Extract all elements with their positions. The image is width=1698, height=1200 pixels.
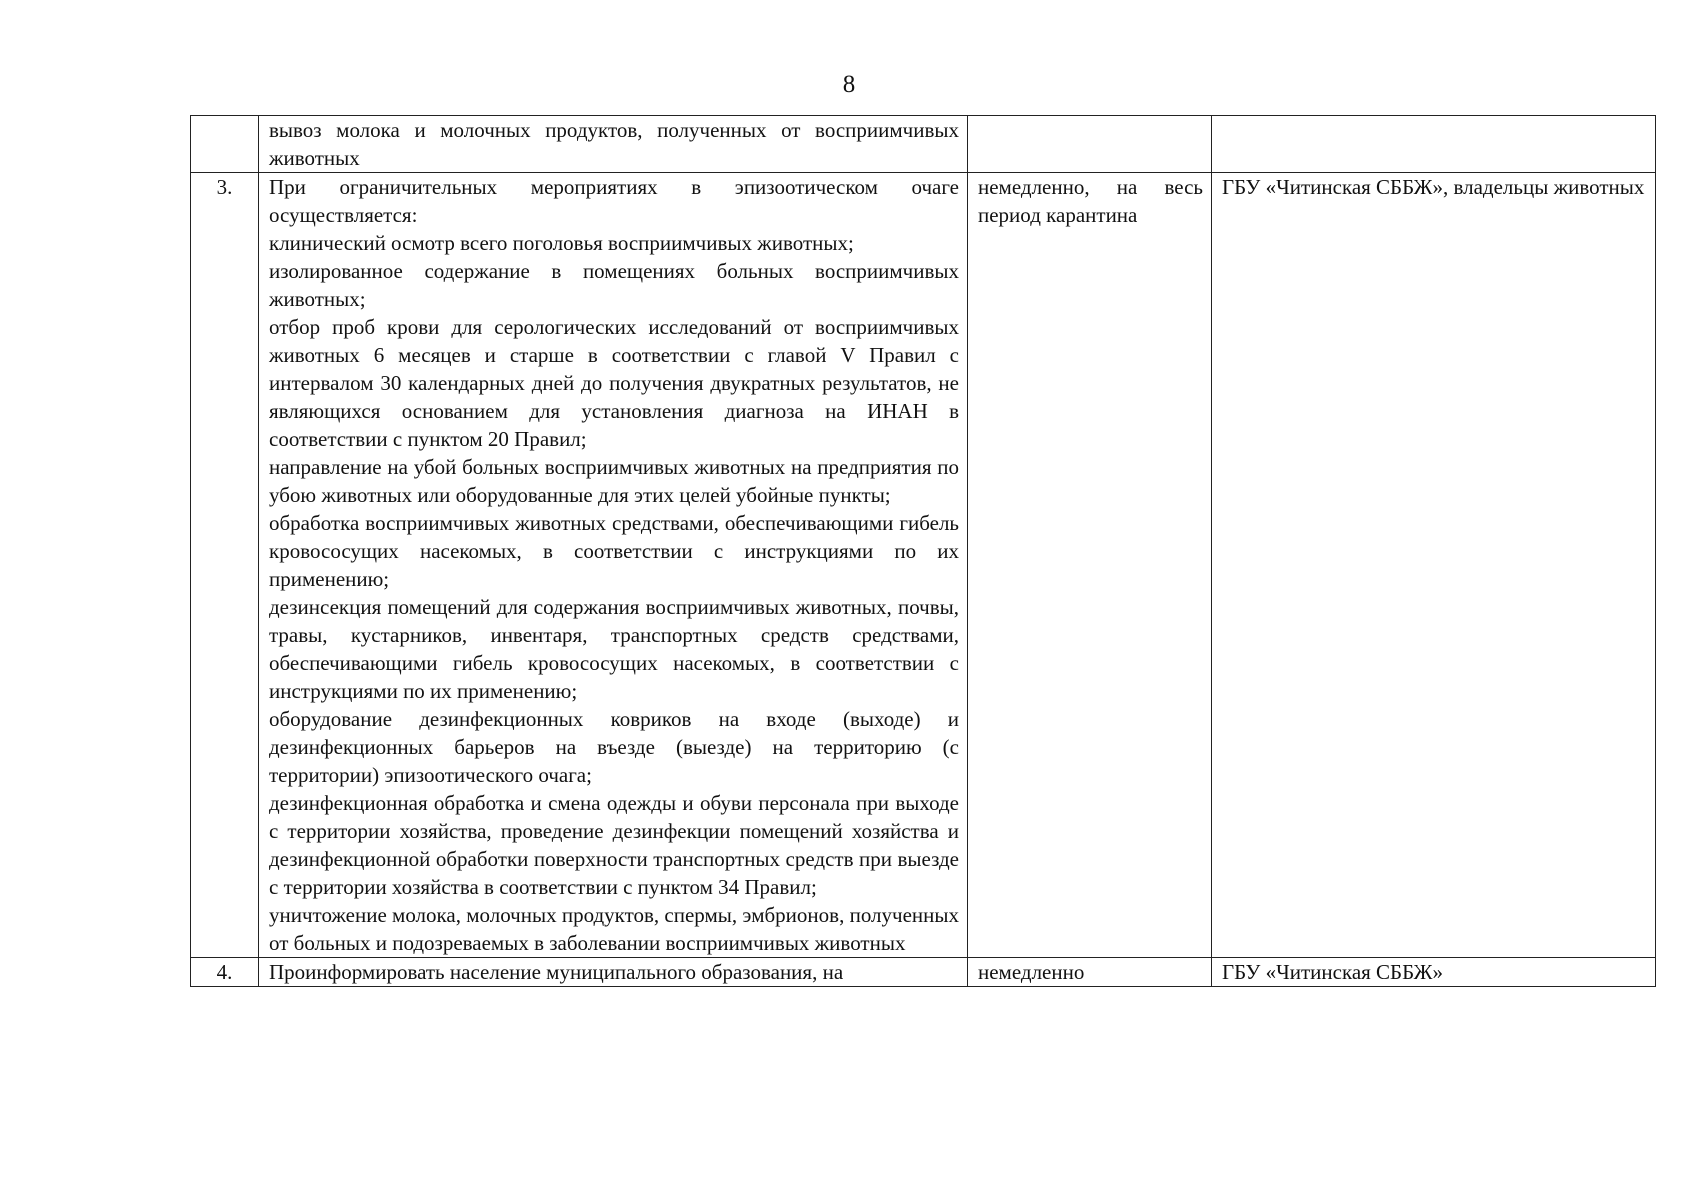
measure-text: обработка восприимчивых животных средствами, обеспечивающими гибель кровососущих насекомых, в соответствии с инструкциями по их применению;: [269, 511, 959, 591]
measure-text: При ограничительных мероприятиях в эпизоотическом очаге осуществляется:: [269, 175, 959, 227]
measure-text: направление на убой больных восприимчивых животных на предприятия по убою животных или оборудованные для этих целей убойные пункты;: [269, 455, 959, 507]
responsible-cell: [1212, 116, 1656, 173]
measure-text: дезинсекция помещений для содержания восприимчивых животных, почвы, травы, кустарников, инвентаря, транспортных средств средствами, обеспечивающими гибель кровососущих насекомых, в соответствии с инструкциями по их применению;: [269, 595, 959, 703]
term-cell: немедленно, на весь период карантина: [968, 173, 1212, 958]
measure-text: клинический осмотр всего поголовья восприимчивых животных;: [269, 231, 854, 255]
table-row: [191, 958, 1656, 987]
measure-text: уничтожение молока, молочных продуктов, спермы, эмбрионов, полученных от больных и подозреваемых в заболевании восприимчивых животных: [269, 903, 959, 955]
measures-table: [190, 115, 1656, 987]
measure-text: отбор проб крови для серологических исследований от восприимчивых животных 6 месяцев и старше в соответствии с главой V Правил с интервалом 30 календарных дней до получения двукратных результатов, не являющихся основанием для установления диагноза на ИНАН в соответствии с пунктом 20 Правил;: [269, 315, 959, 451]
table-row: [191, 116, 1656, 173]
responsible-cell: ГБУ «Читинская СББЖ», владельцы животных: [1212, 173, 1656, 958]
measure-text: дезинфекционная обработка и смена одежды и обуви персонала при выходе с территории хозяйства, проведение дезинфекции помещений хозяйства и дезинфекционной обработки поверхности транспортных средств при выезде с территории хозяйства в соответствии с пунктом 34 Правил;: [269, 791, 959, 899]
measure-text: вывоз молока и молочных продуктов, полученных от восприимчивых животных: [269, 118, 959, 170]
measure-cell: [259, 116, 968, 173]
table-row: [191, 173, 1656, 958]
page-number: 8: [842, 71, 856, 98]
row-number: 4.: [191, 958, 259, 987]
term-cell: немедленно: [968, 958, 1212, 987]
row-number: 3.: [191, 173, 259, 958]
measure-cell: [259, 173, 968, 958]
measure-text: изолированное содержание в помещениях больных восприимчивых животных;: [269, 259, 959, 311]
responsible-cell: ГБУ «Читинская СББЖ»: [1212, 958, 1656, 987]
row-number: [191, 116, 259, 173]
term-cell: [968, 116, 1212, 173]
measure-cell: [259, 958, 968, 987]
measure-text: Проинформировать население муниципального образования, на: [269, 960, 844, 984]
measure-text: оборудование дезинфекционных ковриков на входе (выходе) и дезинфекционных барьеров на въезде (выезде) на территорию (с территории) эпизоотического очага;: [269, 707, 959, 787]
